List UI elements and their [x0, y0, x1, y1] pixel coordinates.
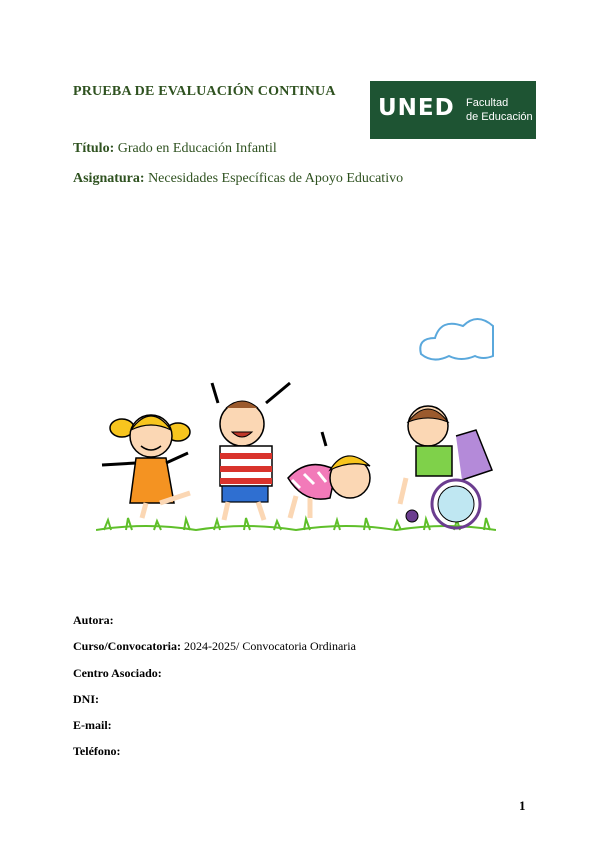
- logo-line-2: de Educación: [466, 111, 533, 123]
- cloud-icon: [420, 319, 493, 360]
- email-label: E-mail:: [73, 718, 112, 732]
- email-line: [73, 718, 112, 733]
- autora-label: Autora:: [73, 613, 114, 627]
- page-number: 1: [519, 798, 526, 813]
- titulo-label: Título:: [73, 141, 115, 156]
- centro-line: [73, 666, 162, 681]
- logo-mark: UNED: [378, 95, 455, 121]
- dni-label: DNI:: [73, 692, 99, 706]
- children-playing-illustration: [96, 308, 496, 538]
- asignatura-line: [73, 171, 403, 187]
- curso-value: 2024-2025/ Convocatoria Ordinaria: [184, 639, 356, 653]
- boy-wheelchair-icon: [400, 406, 492, 528]
- asignatura-label: Asignatura:: [73, 171, 145, 186]
- boy-striped-shirt-icon: [212, 383, 290, 520]
- curso-line: [73, 639, 356, 654]
- titulo-line: [73, 141, 277, 157]
- telefono-line: [73, 744, 121, 759]
- titulo-value: Grado en Educación Infantil: [117, 141, 277, 156]
- document-title: PRUEBA DE EVALUACIÓN CONTINUA: [73, 84, 336, 99]
- centro-label: Centro Asociado:: [73, 666, 162, 680]
- telefono-label: Teléfono:: [73, 744, 121, 758]
- uned-logo: [370, 81, 536, 139]
- logo-faculty-text: [466, 96, 533, 124]
- autora-line: [73, 613, 114, 628]
- dni-line: [73, 692, 99, 707]
- curso-label: Curso/Convocatoria:: [73, 639, 181, 653]
- logo-line-1: Facultad: [466, 97, 509, 109]
- girl-orange-dress-icon: [102, 415, 190, 518]
- girl-pink-dress-icon: [288, 432, 370, 518]
- asignatura-value: Necesidades Específicas de Apoyo Educativo: [148, 171, 404, 186]
